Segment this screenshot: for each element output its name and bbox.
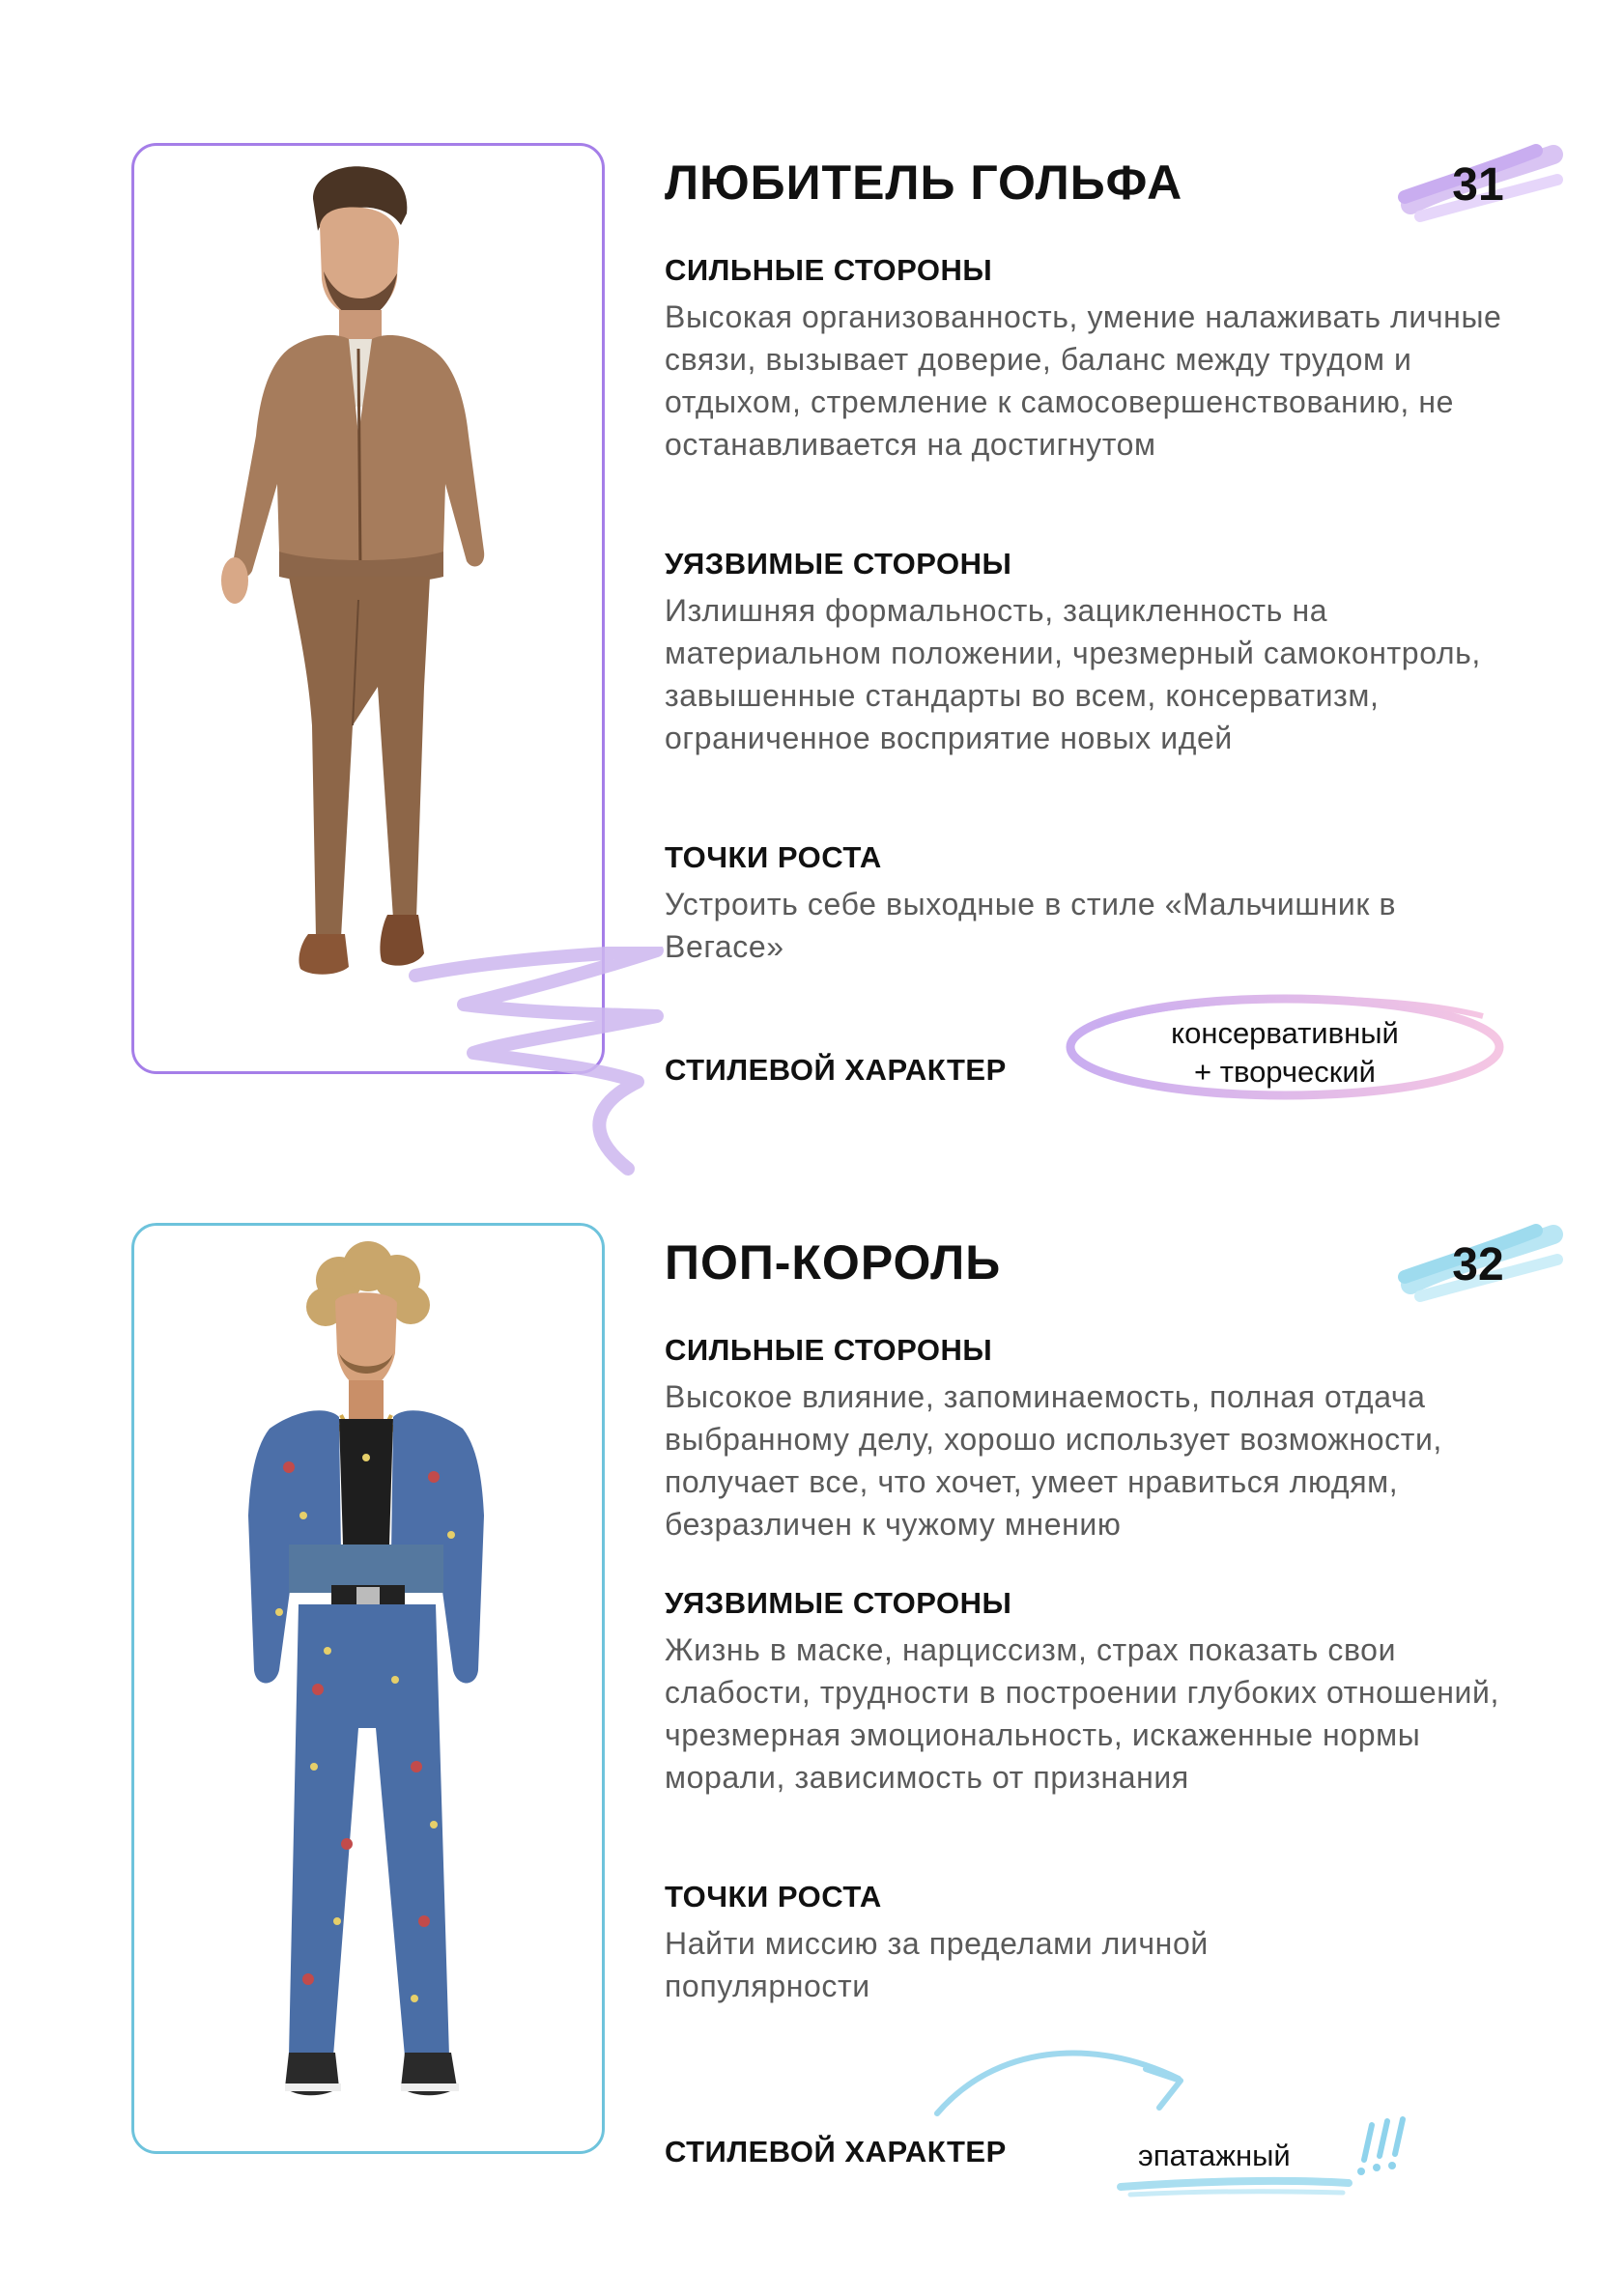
card-title: ПОП-КОРОЛЬ — [665, 1235, 1002, 1290]
card-number-badge — [1391, 137, 1565, 234]
strengths-text: Высокая организованность, умение налаживать личные связи, вызывает доверие, баланс между трудом и отдыхом, стремление к самосовершенствованию, не останавливается на достигнутом — [665, 299, 1502, 462]
style-label: СТИЛЕВОЙ ХАРАКТЕР — [665, 2135, 1007, 2168]
growth-text: Найти миссию за пределами личной популярности — [665, 1926, 1209, 2003]
style-tag — [1111, 2106, 1420, 2202]
weaknesses-heading: УЯЗВИМЫЕ СТОРОНЫ — [665, 1586, 1012, 1620]
golfer-illustration — [134, 146, 605, 1074]
weaknesses-heading: УЯЗВИМЫЕ СТОРОНЫ — [665, 547, 1012, 581]
card-pop-king — [0, 1080, 1623, 2171]
card-number-badge — [1391, 1217, 1565, 1314]
growth-heading: ТОЧКИ РОСТА — [665, 1880, 882, 1913]
card-number: 31 — [1452, 159, 1504, 211]
strengths-heading: СИЛЬНЫЕ СТОРОНЫ — [665, 253, 993, 287]
style-label: СТИЛЕВОЙ ХАРАКТЕР — [665, 1053, 1007, 1087]
growth-text: Устроить себе выходные в стиле «Мальчишник в Вегасе» — [665, 887, 1397, 964]
card-number: 32 — [1452, 1239, 1504, 1290]
card-title: ЛЮБИТЕЛЬ ГОЛЬФА — [665, 156, 1183, 210]
strengths-text: Высокое влияние, запоминаемость, полная отдача выбранному делу, хорошо использует возможности, получает все, что хочет, умеет нравиться людям, безразличен к чужому мнению — [665, 1379, 1442, 1542]
illustration-frame — [131, 1223, 605, 2154]
pop-king-illustration — [134, 1226, 605, 2154]
style-value-line-1: консервативный — [1171, 1016, 1399, 1050]
card-golf-lover — [0, 0, 1623, 1091]
growth-heading: ТОЧКИ РОСТА — [665, 840, 882, 874]
illustration-frame — [131, 143, 605, 1074]
weaknesses-text: Жизнь в маске, нарциссизм, страх показать свои слабости, трудности в построении глубоких отношений, чрезмерная эмоциональность, искаженные нормы морали, зависимость от признания — [665, 1632, 1499, 1795]
weaknesses-text: Излишняя формальность, зацикленность на материальном положении, чрезмерный самоконтроль, завышенные стандарты во всем, консерватизм, ограниченное восприятие новых идей — [665, 593, 1481, 755]
style-value: эпатажный — [1138, 2139, 1291, 2172]
style-value-line-2: + творческий — [1194, 1055, 1376, 1089]
strengths-heading: СИЛЬНЫЕ СТОРОНЫ — [665, 1333, 993, 1367]
